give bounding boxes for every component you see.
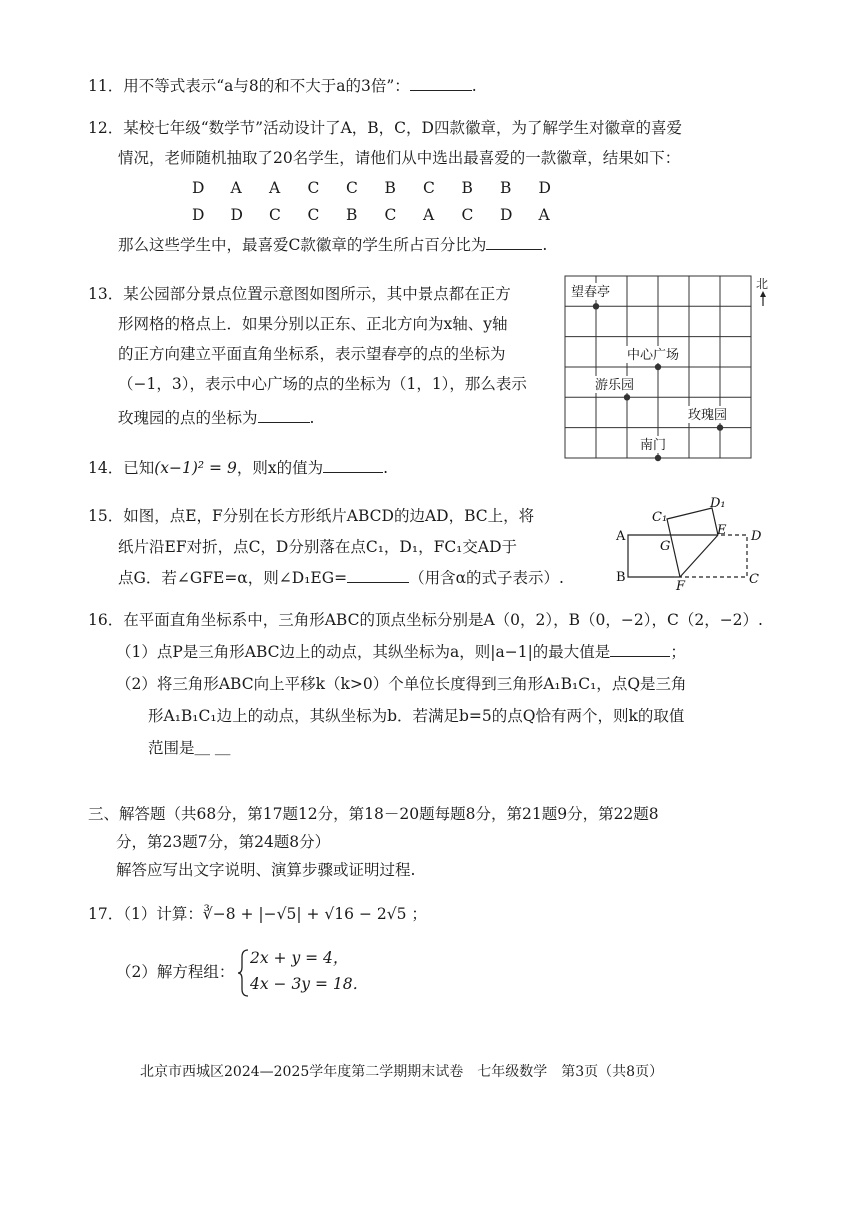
badge-choice-row2-8: D: [500, 206, 513, 224]
q14: [88, 456, 388, 478]
q12-end: .: [542, 236, 548, 254]
badge-choice-row1-6: C: [423, 179, 435, 197]
label-amusement-park: 游乐园: [595, 378, 635, 393]
q11-text: 11．用不等式表示“a与8的和不大于a的3倍”：: [88, 77, 410, 95]
label-F: F: [676, 579, 686, 594]
q17-part1-label: 17．（1）计算：: [88, 905, 203, 923]
q15-line3: [118, 566, 564, 588]
q14-formula: (x−1)² = 9: [154, 459, 237, 477]
label-south-gate: 南门: [640, 438, 667, 453]
badge-choice-row2-2: C: [269, 206, 281, 224]
label-rose-garden: 玫瑰园: [688, 408, 728, 423]
label-wangchunting: 望春亭: [571, 285, 611, 300]
folded-rectangle-figure: [612, 494, 772, 594]
label-D1: D₁: [710, 496, 726, 511]
figure-lines: [628, 508, 747, 577]
badge-choice-row1-0: D: [192, 179, 205, 197]
q17-equation-2: 4x − 3y = 18．: [250, 975, 369, 993]
badge-choice-row1-3: C: [307, 179, 320, 197]
q12-line1: 12．某校七年级“数学节”活动设计了A，B，C，D四款徽章，为了解学生对徽章的喜爱: [88, 119, 682, 137]
label-E: E: [717, 523, 727, 538]
badge-choice-row1-1: A: [230, 179, 242, 197]
park-map-figure: [560, 272, 780, 468]
q16-part2-line1: （2）将三角形ABC向上平移k（k>0）个单位长度得到三角形A₁B₁C₁，点Q是三角: [116, 675, 687, 693]
q12-data-row-1: [192, 178, 577, 198]
badge-choice-row1-5: B: [384, 179, 396, 197]
q12-line3: [118, 233, 547, 255]
point-south-gate: [655, 455, 661, 461]
q12-answer-blank[interactable]: [486, 233, 542, 250]
q15-line1: 15．如图，点E，F分别在长方形纸片ABCD的边AD，BC上，将: [88, 507, 535, 525]
q13-end: .: [309, 409, 315, 427]
badge-choice-row2-6: A: [423, 206, 435, 224]
q13-question: 玫瑰园的点的坐标为: [118, 409, 258, 427]
q14-prefix: 14．已知: [88, 459, 155, 477]
q13-line1: 13．某公园部分景点位置示意图如图所示，其中景点都在正方: [88, 285, 511, 303]
label-B: B: [616, 570, 626, 585]
q14-end: .: [383, 459, 389, 477]
q16-part2-line3[interactable]: 范围是＿ ＿: [148, 739, 231, 757]
q13-line4: （−1，3），表示中心广场的点的坐标为（1，1），那么表示: [118, 375, 527, 393]
badge-choice-row1-4: C: [346, 179, 358, 197]
badge-choice-row2-7: C: [461, 206, 474, 224]
q17-part2-label: （2）解方程组：: [116, 963, 235, 981]
badge-choice-row1-9: D: [538, 179, 551, 197]
badge-choice-row2-4: B: [346, 206, 358, 224]
q13-line3: 的正方向建立平面直角坐标系，表示望春亭的点的坐标为: [118, 345, 506, 363]
q13-line2: 形网格的格点上．如果分别以正东、正北方向为x轴、y轴: [118, 315, 508, 333]
q12-question: 那么这些学生中，最喜爱C款徽章的学生所占百分比为: [118, 236, 487, 254]
badge-choice-row2-1: D: [230, 206, 243, 224]
section3-heading-cont: 分，第23题7分，第24题8分）: [116, 833, 331, 851]
q17-part1-expression: ∛−8 + |−√5| + √16 − 2√5 ；: [202, 905, 427, 923]
point-rose-garden: [717, 424, 723, 430]
label-C1: C₁: [652, 510, 668, 525]
q16-part1: [116, 640, 686, 662]
q11: [88, 74, 477, 96]
label-central-square: 中心广场: [627, 348, 680, 363]
badge-choice-row2-9: A: [538, 206, 550, 224]
badge-choice-row2-0: D: [192, 206, 205, 224]
q11-end: .: [471, 77, 477, 95]
q14-answer-blank[interactable]: [323, 456, 383, 473]
q12-line2: 情况，老师随机抽取了20名学生，请他们从中选出最喜爱的一款徽章，结果如下：: [118, 149, 681, 167]
q15-answer-blank[interactable]: [347, 566, 409, 583]
q16-part1-question: （1）点P是三角形ABC边上的动点，其纵坐标为a，则|a−1|的最大值是: [116, 643, 611, 661]
point-central-square: [655, 364, 661, 370]
label-G: G: [660, 539, 671, 554]
point-amusement-park: [624, 394, 630, 400]
q12-data-row-2: [192, 205, 577, 225]
label-D: D: [751, 529, 762, 544]
system-brace-icon: [236, 948, 250, 998]
label-C: C: [749, 572, 759, 587]
q11-answer-blank[interactable]: [410, 74, 472, 91]
label-A: A: [616, 529, 626, 544]
north-label: 北: [756, 277, 769, 291]
q16-part1-end: ；: [670, 643, 686, 661]
q16-line1: 16．在平面直角坐标系中，三角形ABC的顶点坐标分别是A（0，2），B（0，−2），C（2，−2）.: [88, 611, 763, 629]
q15-line2: 纸片沿EF对折，点C，D分别落在点C₁，D₁，FC₁交AD于: [118, 538, 518, 556]
section3-instructions: 解答应写出文字说明、演算步骤或证明过程.: [116, 861, 416, 879]
page-footer: 北京市西城区2024—2025学年度第二学期期末试卷 七年级数学 第3页（共8页）: [140, 1064, 664, 1080]
q17-equation-1: 2x + y = 4，: [250, 949, 349, 967]
q17-part1: [88, 904, 427, 924]
badge-choice-row2-5: C: [384, 206, 397, 224]
badge-choice-row2-3: C: [307, 206, 320, 224]
section3-heading: 三、解答题（共68分，第17题12分，第18－20题每题8分，第21题9分，第22题8: [88, 805, 659, 823]
north-arrow-icon: [760, 291, 766, 297]
q13-line5: [118, 406, 314, 428]
q14-question: ，则x的值为: [236, 459, 324, 477]
q15-note: （用含α的式子表示）.: [409, 569, 564, 587]
badge-choice-row1-2: A: [269, 179, 281, 197]
q16-part1-answer-blank[interactable]: [610, 640, 670, 657]
q15-question: 点G．若∠GFE=α，则∠D₁EG=: [118, 569, 348, 587]
q13-answer-blank[interactable]: [258, 406, 310, 423]
badge-choice-row1-7: B: [461, 179, 473, 197]
badge-choice-row1-8: B: [500, 179, 512, 197]
point-wangchunting: [593, 303, 599, 309]
q16-part2-line2: 形A₁B₁C₁边上的动点，其纵坐标为b．若满足b=5的点Q恰有两个，则k的取值: [148, 707, 685, 725]
